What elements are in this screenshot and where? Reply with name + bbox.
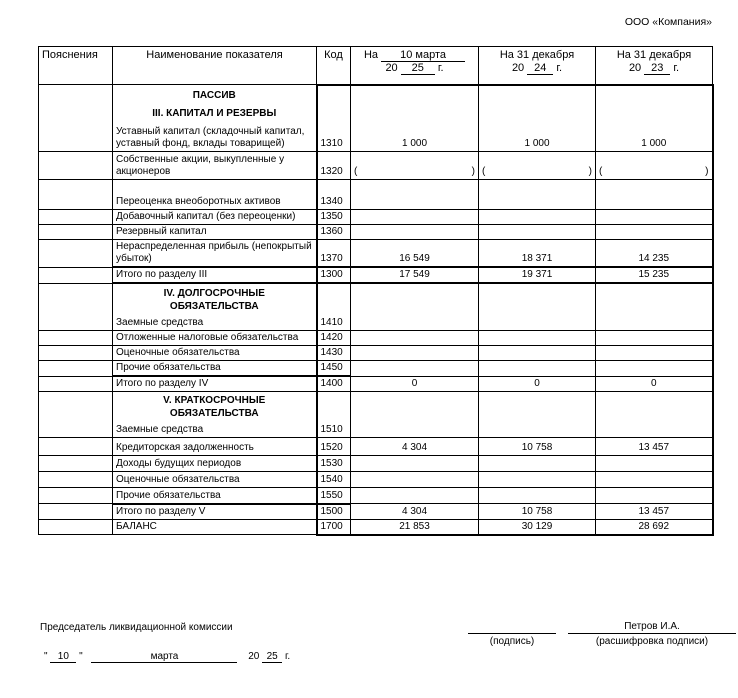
date-year: 25 bbox=[262, 651, 282, 663]
row-name: Итого по разделу III bbox=[113, 267, 317, 283]
balance-row bbox=[39, 519, 713, 535]
signer-position: Председатель ликвидационной комиссии bbox=[40, 622, 233, 633]
table-row bbox=[39, 361, 713, 377]
row-name: Резервный капитал bbox=[113, 225, 317, 240]
name-caption: (расшифровка подписи) bbox=[595, 636, 709, 647]
row-name: Оценочные обязательства bbox=[113, 472, 317, 488]
row-value-2025: 4 304 bbox=[351, 438, 479, 456]
row-code: 1370 bbox=[317, 240, 351, 268]
signer-name: Петров И.А. bbox=[624, 621, 680, 632]
row-value-2024: 0 bbox=[479, 376, 596, 392]
row-name: Уставный капитал (складочный капитал, уставный фонд, вклады товарищей) bbox=[116, 126, 305, 149]
header-name: Наименование показателя bbox=[113, 47, 317, 85]
row-value-2023: ( ) bbox=[596, 152, 713, 180]
table-row bbox=[39, 472, 713, 488]
table-row bbox=[39, 180, 713, 210]
row-name: БАЛАНС bbox=[113, 519, 317, 535]
date1-day: 10 марта bbox=[381, 50, 465, 62]
row-value-2023: 13 457 bbox=[596, 438, 713, 456]
signature-line bbox=[468, 633, 556, 634]
row-value-2023: 0 bbox=[596, 376, 713, 392]
header-date1: На 10 марта 20 25 г. bbox=[351, 47, 479, 85]
row-value-2024: 19 371 bbox=[479, 267, 596, 283]
row-value-2024: ( ) bbox=[479, 152, 596, 180]
row-name: Заемные средства bbox=[116, 317, 204, 328]
row-name: Прочие обязательства bbox=[113, 361, 317, 377]
total-row bbox=[39, 504, 713, 520]
row-name: Отложенные налоговые обязательства bbox=[113, 331, 317, 346]
row-code: 1310 bbox=[317, 85, 351, 152]
row-value-2025: 0 bbox=[351, 376, 479, 392]
section5-title: V. КРАТКОСРОЧНЫЕ ОБЯЗАТЕЛЬСТВА bbox=[163, 395, 266, 419]
name-line bbox=[568, 633, 736, 634]
row-value-2023: 1 000 bbox=[596, 85, 713, 152]
row-value-2025: ( ) bbox=[351, 152, 479, 180]
row-code: 1540 bbox=[317, 472, 351, 488]
row-name: Итого по разделу IV bbox=[113, 376, 317, 392]
liabilities-title: ПАССИВ bbox=[192, 90, 236, 101]
row-code: 1700 bbox=[317, 519, 351, 535]
row-name: Доходы будущих периодов bbox=[113, 456, 317, 472]
row-code: 1450 bbox=[317, 361, 351, 377]
total-row bbox=[39, 267, 713, 283]
row-value-2025: 1 000 bbox=[351, 85, 479, 152]
row-name: Переоценка внеоборотных активов bbox=[113, 180, 317, 210]
row-code: 1340 bbox=[317, 180, 351, 210]
row-name: Прочие обязательства bbox=[113, 488, 317, 504]
table-row bbox=[39, 210, 713, 225]
row-code: 1360 bbox=[317, 225, 351, 240]
row-value-2023: 13 457 bbox=[596, 504, 713, 520]
row-name: Оценочные обязательства bbox=[113, 346, 317, 361]
row-name: Нераспределенная прибыль (непокрытый убыток) bbox=[113, 240, 317, 268]
row-value-2025: 17 549 bbox=[351, 267, 479, 283]
table-row bbox=[39, 438, 713, 456]
table-row bbox=[39, 240, 713, 268]
row-value-2023: 28 692 bbox=[596, 519, 713, 535]
row-name: Итого по разделу V bbox=[113, 504, 317, 520]
date-line: " 10 " марта 20 25 г. bbox=[44, 651, 291, 662]
row-name: Кредиторская задолженность bbox=[113, 438, 317, 456]
row-value-2023: 15 235 bbox=[596, 267, 713, 283]
table-row bbox=[39, 456, 713, 472]
header-date3: На 31 декабря 20 23 г. bbox=[596, 47, 713, 85]
row-value-2023: 14 235 bbox=[596, 240, 713, 268]
table-row bbox=[39, 85, 713, 152]
header-notes: Пояснения bbox=[39, 47, 113, 85]
table-row bbox=[39, 392, 713, 438]
section4-title: IV. ДОЛГОСРОЧНЫЕ ОБЯЗАТЕЛЬСТВА bbox=[163, 288, 265, 312]
row-code: 1420 bbox=[317, 331, 351, 346]
date-day: 10 bbox=[50, 651, 76, 663]
date1-year: 25 bbox=[401, 63, 435, 75]
header-code: Код bbox=[317, 47, 351, 85]
company-name: ООО «Компания» bbox=[624, 16, 712, 28]
row-code: 1500 bbox=[317, 504, 351, 520]
row-code: 1510 bbox=[317, 392, 351, 438]
row-value-2025: 4 304 bbox=[351, 504, 479, 520]
row-value-2024: 10 758 bbox=[479, 438, 596, 456]
row-code: 1400 bbox=[317, 376, 351, 392]
section3-title: III. КАПИТАЛ И РЕЗЕРВЫ bbox=[152, 108, 277, 119]
balance-sheet-table bbox=[38, 46, 714, 536]
table-row bbox=[39, 331, 713, 346]
table-row bbox=[39, 283, 713, 331]
table-row bbox=[39, 488, 713, 504]
row-name: Заемные средства bbox=[116, 424, 204, 435]
total-row bbox=[39, 376, 713, 392]
row-name: Добавочный капитал (без переоценки) bbox=[113, 210, 317, 225]
row-name: Собственные акции, выкупленные у акционеров bbox=[113, 152, 317, 180]
date3-year: 23 bbox=[644, 63, 670, 75]
row-code: 1520 bbox=[317, 438, 351, 456]
row-value-2024: 10 758 bbox=[479, 504, 596, 520]
table-header-row bbox=[39, 47, 713, 85]
row-value-2024: 30 129 bbox=[479, 519, 596, 535]
row-value-2025: 21 853 bbox=[351, 519, 479, 535]
date-month: марта bbox=[91, 651, 237, 663]
table-row bbox=[39, 152, 713, 180]
row-code: 1430 bbox=[317, 346, 351, 361]
row-code: 1410 bbox=[317, 283, 351, 331]
table-row bbox=[39, 346, 713, 361]
row-value-2025: 16 549 bbox=[351, 240, 479, 268]
row-value-2024: 18 371 bbox=[479, 240, 596, 268]
row-code: 1350 bbox=[317, 210, 351, 225]
row-code: 1530 bbox=[317, 456, 351, 472]
row-code: 1300 bbox=[317, 267, 351, 283]
date2-year: 24 bbox=[527, 63, 553, 75]
signature-caption: (подпись) bbox=[489, 636, 535, 647]
header-date2: На 31 декабря 20 24 г. bbox=[479, 47, 596, 85]
row-code: 1320 bbox=[317, 152, 351, 180]
row-value-2024: 1 000 bbox=[479, 85, 596, 152]
table-row bbox=[39, 225, 713, 240]
row-code: 1550 bbox=[317, 488, 351, 504]
